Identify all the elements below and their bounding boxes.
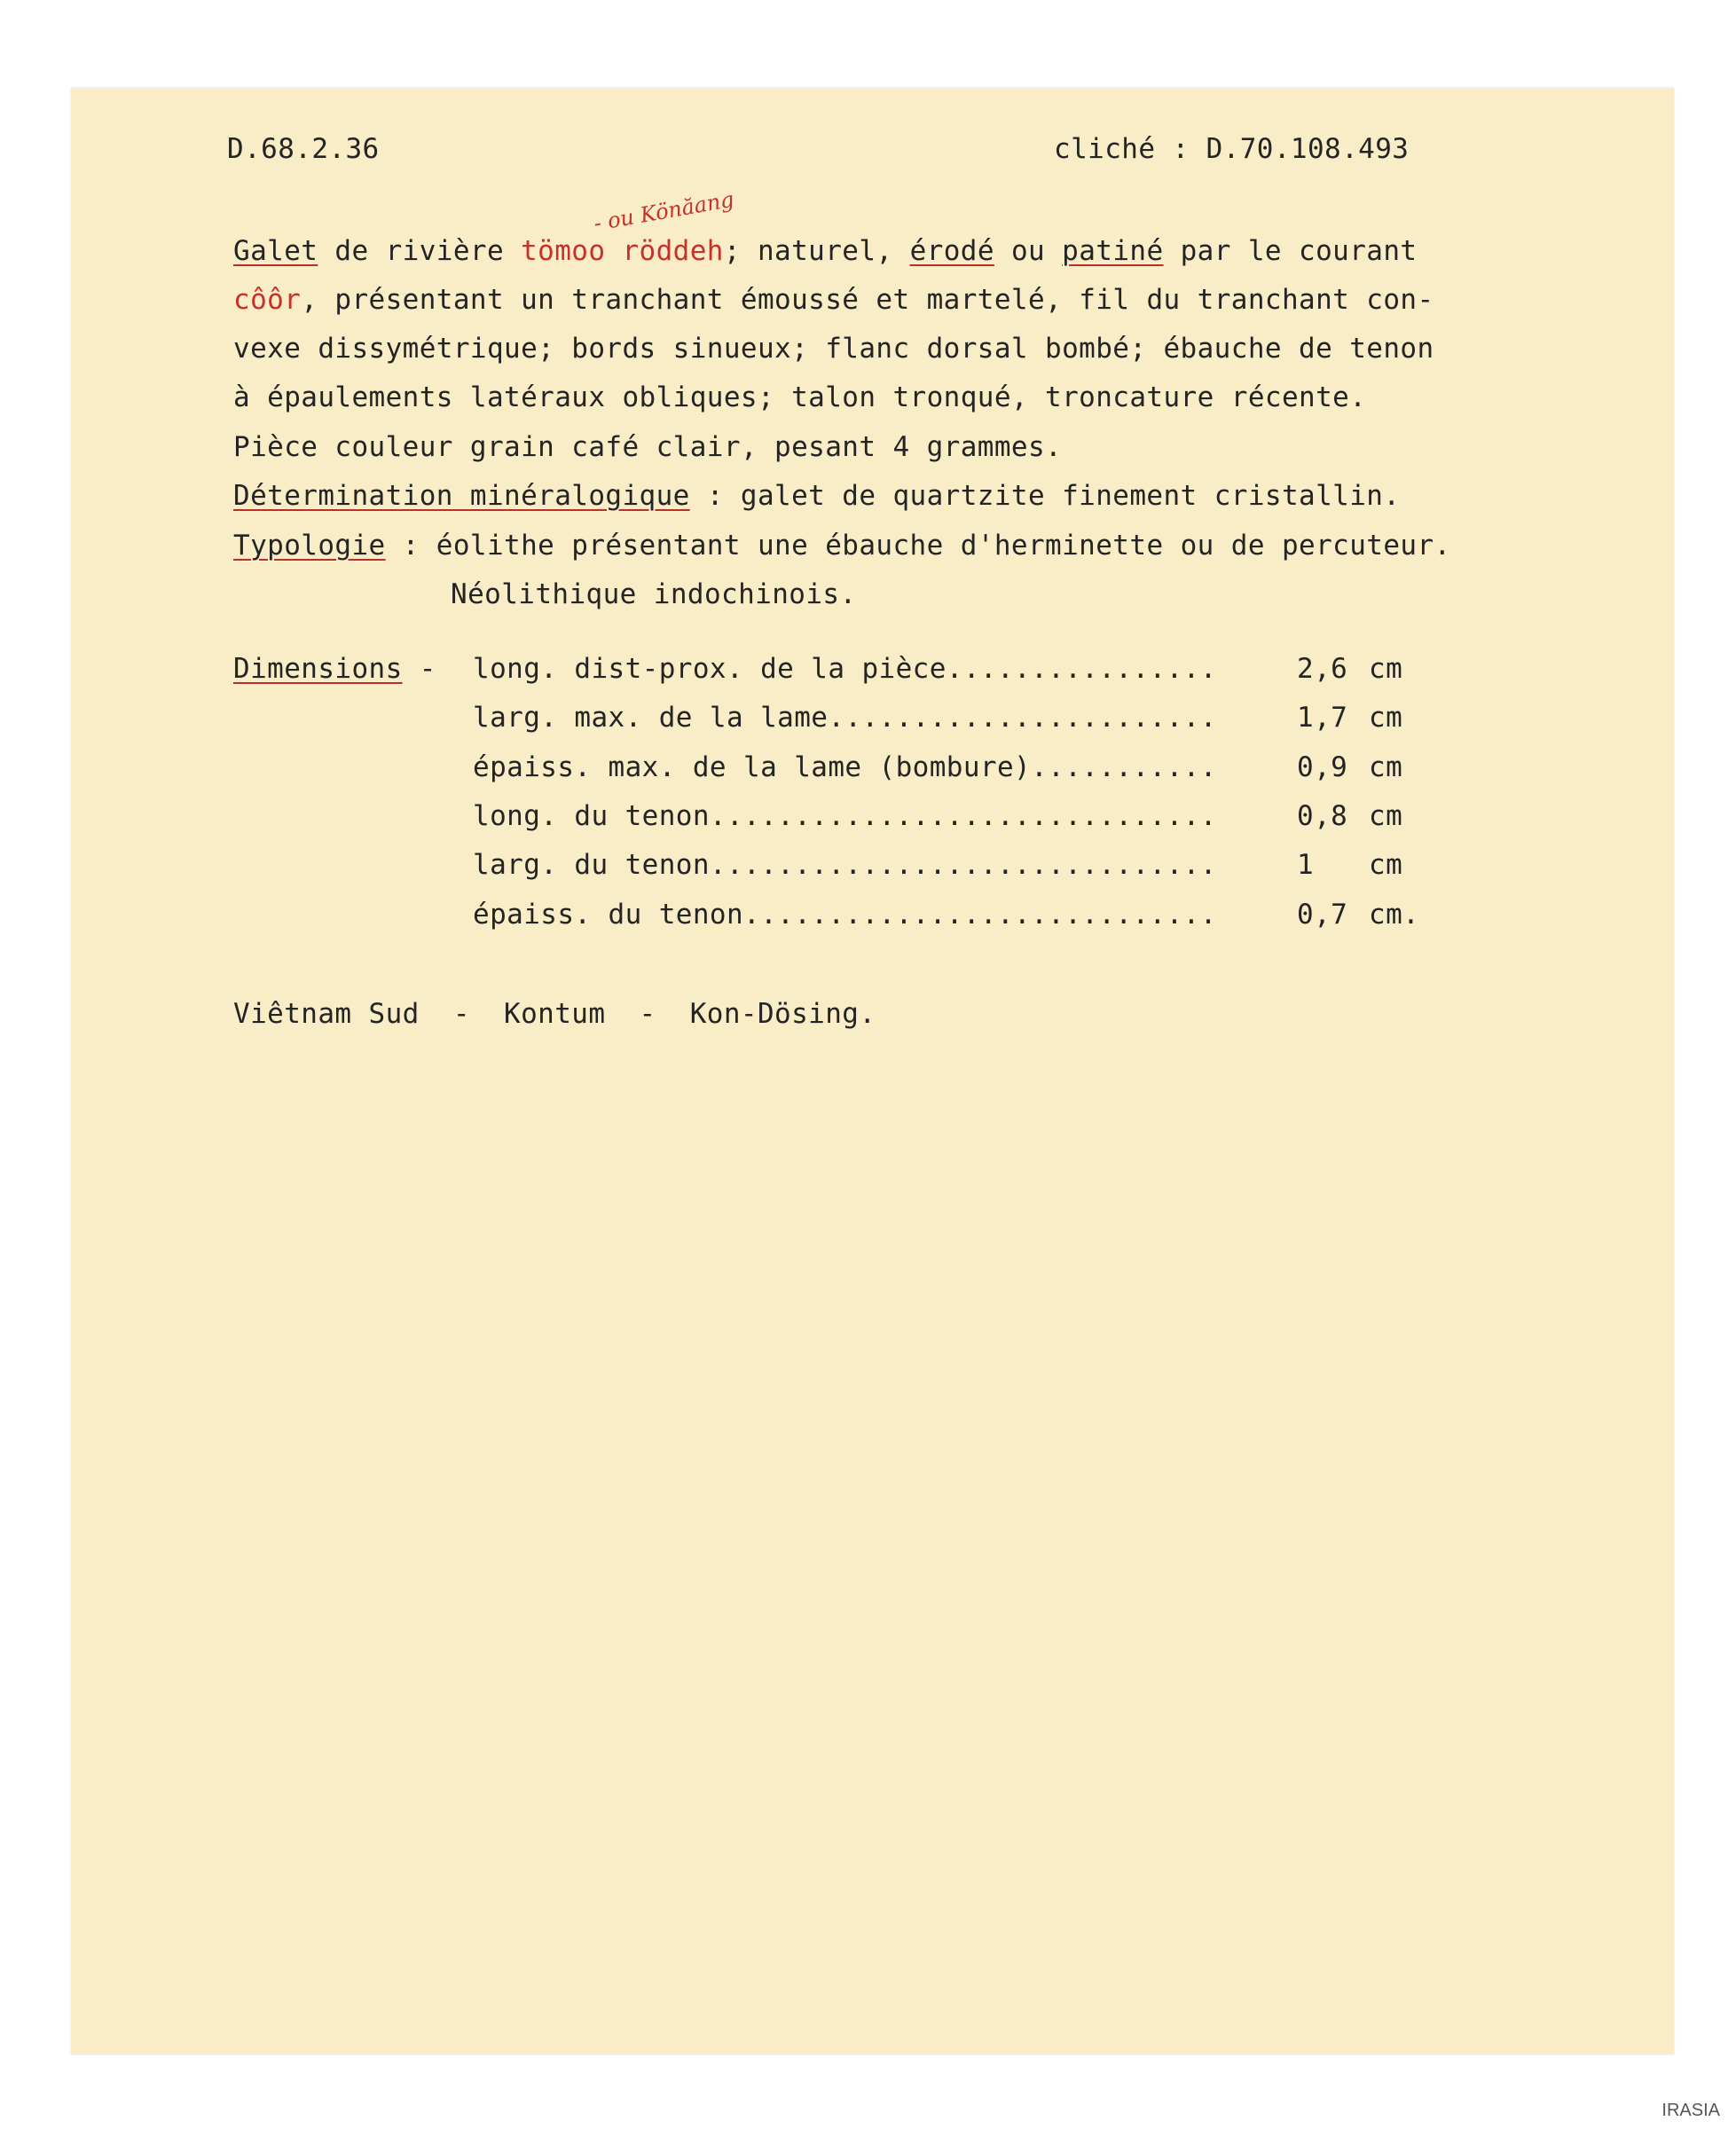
coor-term: côôr [233, 284, 302, 316]
dimension-row-unit: cm [1369, 800, 1403, 832]
dimension-row-value: 0,8 [1297, 800, 1348, 832]
dimension-row-label: larg. du tenon.............................. [473, 849, 1217, 881]
dimension-row-label: long. du tenon.............................. [473, 800, 1217, 832]
dimensions-heading [233, 653, 436, 685]
dimension-row-unit: cm [1369, 751, 1403, 783]
text-segment: ou [994, 235, 1063, 267]
typologie-label: Typologie [233, 530, 386, 562]
dimension-row-value: 1,7 [1297, 702, 1348, 734]
cliche-reference: cliché : D.70.108.493 [1054, 133, 1410, 165]
dimension-row-label: épaiss. du tenon............................ [473, 899, 1217, 931]
determination-text: : galet de quartzite finement cristallin. [689, 480, 1401, 512]
erode-term: érodé [909, 235, 994, 267]
local-term: tömoo röddeh [521, 235, 724, 267]
text-segment: ; naturel, [723, 235, 910, 267]
paragraph-line-5: Pièce couleur grain café clair, pesant 4 grammes. [233, 431, 1063, 463]
text-segment: de rivière [318, 235, 522, 267]
dimension-row-label: long. dist-prox. de la pièce................ [473, 653, 1217, 685]
typologie-line [233, 530, 1451, 562]
paragraph-line-4: à épaulements latéraux obliques; talon tronqué, troncature récente. [233, 381, 1367, 413]
paragraph-line-1 [233, 235, 1418, 267]
location-line: Viêtnam Sud - Kontum - Kon-Dösing. [233, 998, 876, 1030]
handwritten-annotation: - ou Könăang [592, 186, 736, 236]
dimension-row-value: 1 [1297, 849, 1315, 881]
dimension-row-label: épaiss. max. de la lame (bombure)........... [473, 751, 1217, 783]
dimensions-dash: - [402, 653, 436, 685]
dimensions-label: Dimensions [233, 653, 403, 685]
dimension-row-unit: cm [1369, 653, 1403, 685]
determination-line [233, 480, 1400, 512]
document-reference: D.68.2.36 [227, 133, 380, 165]
text-segment: par le courant [1163, 235, 1418, 267]
dimension-row-value: 0,9 [1297, 751, 1348, 783]
dimension-row-value: 0,7 [1297, 899, 1348, 931]
paragraph-line-2 [233, 284, 1434, 316]
text-segment: , présentant un tranchant émoussé et martelé, fil du tranchant con- [301, 284, 1434, 316]
dimension-row-unit: cm. [1369, 899, 1420, 931]
patine-term: patiné [1062, 235, 1164, 267]
dimension-row-unit: cm [1369, 849, 1403, 881]
irasia-watermark: IRASIA [1661, 2101, 1720, 2120]
typologie-line-2: Néolithique indochinois. [451, 578, 857, 610]
dimension-row-unit: cm [1369, 702, 1403, 734]
paragraph-line-3: vexe dissymétrique; bords sinueux; flanc dorsal bombé; ébauche de tenon [233, 333, 1434, 365]
determination-label: Détermination minéralogique [233, 480, 690, 512]
typologie-text: : éolithe présentant une ébauche d'herminette ou de percuteur. [385, 530, 1451, 562]
galet-term: Galet [233, 235, 318, 267]
dimension-row-value: 2,6 [1297, 653, 1348, 685]
dimension-row-label: larg. max. de la lame....................... [473, 702, 1217, 734]
